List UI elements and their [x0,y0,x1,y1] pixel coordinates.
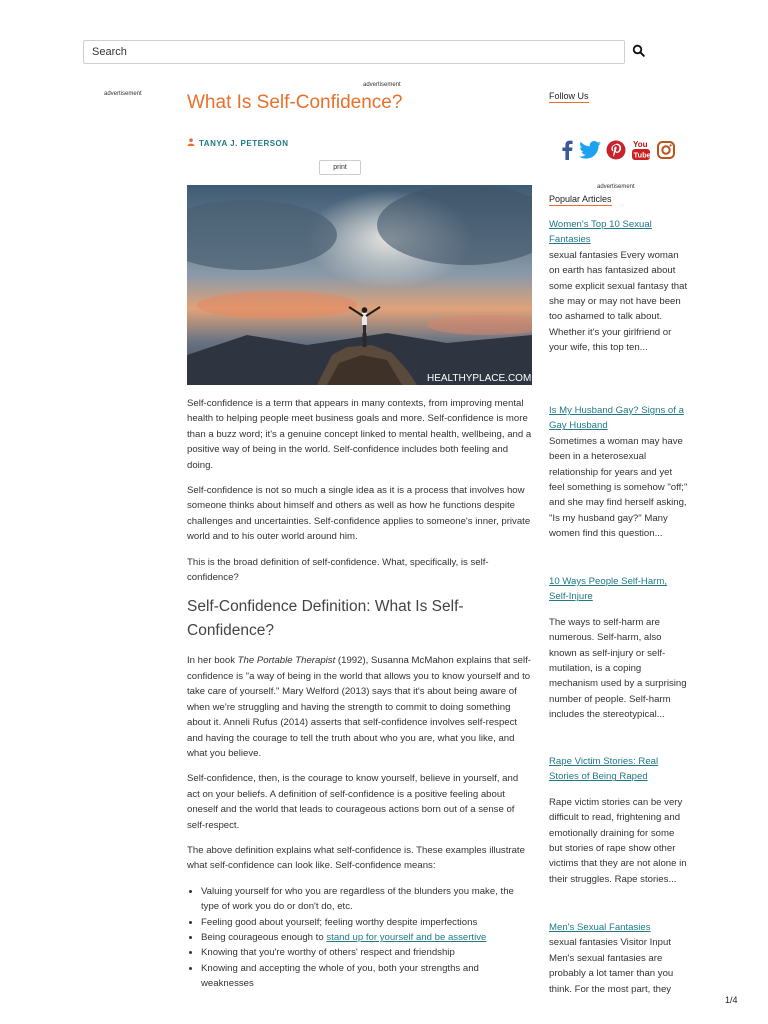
person-icon [187,138,195,148]
page-indicator: 1/4 [725,995,738,1005]
social-links [560,139,676,166]
instagram-icon[interactable] [656,140,676,165]
print-button[interactable]: print [319,160,361,175]
popular-article-4 [549,754,689,887]
paragraph: The above definition explains what self-confidence is. These examples illustrate what self-confidence can look like. Self-confidence means: [187,844,525,872]
author-byline[interactable] [187,138,289,148]
popular-article-link[interactable]: Men's Sexual Fantasies [549,922,651,933]
author-name[interactable]: TANYA J. PETERSON [199,138,289,148]
article-body [187,396,532,992]
popular-article-link[interactable]: Is My Husband Gay? Signs of a Gay Husband [549,405,684,432]
popular-article-link[interactable]: 10 Ways People Self-Harm, Self-Injure [549,576,668,603]
popular-article-excerpt: Rape victim stories can be very difficult to read, frightening and emotionally draining for some but stories of rape show other victims that they are not alone in their struggles. Rape stories... [549,796,687,885]
bullet-list [187,884,532,992]
ad-label-sidebar: advertisement [597,184,635,190]
svg-text:Tube: Tube [633,150,651,160]
search-box[interactable] [83,40,625,64]
popular-article-excerpt: sexual fantasies Visitor Input Men's sexual fantasies are probably a lot tamer than you think. For the most part, they [549,937,674,995]
text: (1992), Susanna McMahon explains that self-confidence is "a way of being in the world that allows you to know yourself and to take care of yourself." Mary Welford (2013) says that it's about being aware of when we're struggling and having the strength to commit to doing something about it. Anneli Rufus (2014) asserts that self-confidence involves self-respect and having the courage to tell the truth about who you are, what you like, and what you believe. [187,655,531,759]
list-item: • Knowing that you're worthy of others' respect and friendship [201,945,532,960]
popular-article-link[interactable]: Women's Top 10 Sexual Fantasies [549,219,652,246]
list-item: • Knowing and accepting the whole of you, both your strengths and weaknesses [201,961,532,992]
text: Being courageous enough to [201,931,327,943]
popular-article-link[interactable]: Rape Victim Stories: Real Stories of Being Raped [549,756,659,783]
list-item: • Valuing yourself for who you are regardless of the blunders you make, the type of work you do or don't do, etc. [201,884,532,915]
image-watermark: HEALTHYPLACE.COM [427,373,532,384]
hero-image [187,185,532,385]
youtube-icon[interactable] [631,139,651,166]
follow-us-heading: Follow Us [549,91,589,101]
popular-article-3 [549,574,689,723]
paragraph: This is the broad definition of self-confidence. What, specifically, is self-confidence? [187,556,489,584]
popular-article-excerpt: Sometimes a woman may have been in a heterosexual relationship for years and yet feel something is somehow "off;" and she may find herself asking, "Is my husband gay?" Many women find this question... [549,435,688,540]
search-input[interactable] [84,41,624,63]
facebook-icon[interactable] [560,140,574,165]
book-title: The Portable Therapist [237,655,336,667]
popular-article-1 [549,217,689,356]
ad-label-top: advertisement [363,82,401,88]
popular-article-2 [549,403,689,542]
popular-article-5 [549,920,689,997]
list-item [201,930,532,945]
svg-text:You: You [633,140,648,149]
paragraph: Self-confidence is a term that appears in many contexts, from improving mental health to helping people meet business goals and more. Self-confidence is more than a buzz word; it's a genuine concept linked to mental health, wellbeing, and a positive way of being in the world. Self-confidence includes both feeling and doing. [187,398,532,471]
text: In her book [187,655,238,667]
search-icon[interactable] [632,44,646,58]
list-item: • Feeling good about yourself; feeling worthy despite imperfections [201,915,532,930]
article-title: What Is Self-Confidence? [187,92,403,113]
ad-label-left: advertisement [104,91,142,97]
pinterest-icon[interactable] [606,140,626,165]
popular-articles-heading: Popular Articles [549,194,612,204]
section-heading: Self-Confidence Definition: What Is Self-Confidence? [187,598,464,640]
twitter-icon[interactable] [579,141,601,164]
paragraph [187,653,532,761]
paragraph: Self-confidence is not so much a single idea as it is a process that involves how someone thinks about himself and others as well as how he functions despite challenges and uncertainties. Self-confidence applies to someone's inner, private world and to his outer world around him. [187,485,531,543]
popular-article-excerpt: sexual fantasies Every woman on earth has fantasized about some explicit sexual fantasy that she may or may not have been too ashamed to talk about. Whether it's your girlfriend or your wife, this top ten... [549,249,688,354]
assertive-link[interactable]: stand up for yourself and be assertive [326,931,487,943]
popular-article-excerpt: The ways to self-harm are numerous. Self-harm, also known as self-injury or self-mutilation, is a coping mechanism used by a surprising number of people. Self-harm includes the stereotypical... [549,616,687,721]
paragraph: Self-confidence, then, is the courage to know yourself, believe in yourself, and act on your beliefs. A definition of self-confidence is a positive feeling about oneself and the world that leads to courageous actions born out of a sense of self-respect. [187,773,519,831]
